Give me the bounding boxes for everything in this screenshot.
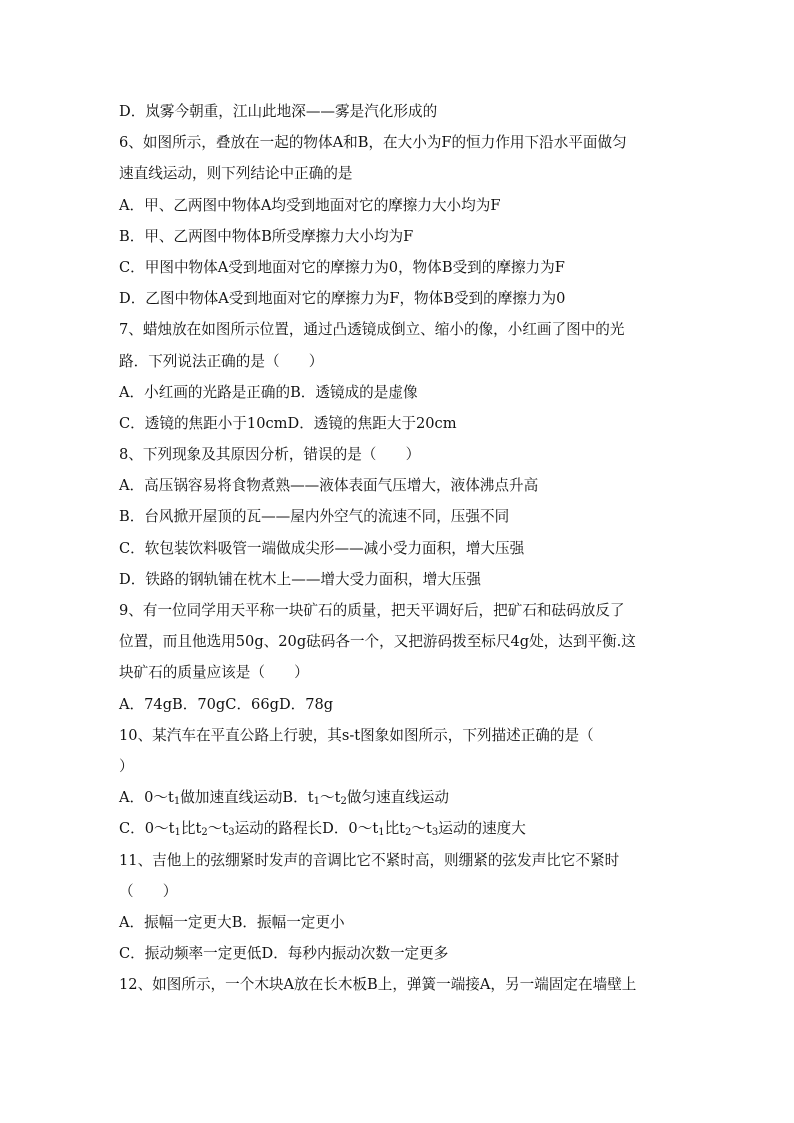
q11-stem-line-1: 11、吉他上的弦绷紧时发声的音调比它不紧时高，则绷紧的弦发声比它不紧时 bbox=[119, 851, 620, 869]
text-segment: 做加速直线运动B．t bbox=[180, 789, 314, 807]
q10-options-cd bbox=[119, 813, 689, 844]
q7-options-ab: A．小红画的光路是正确的B．透镜成的是虚像 bbox=[119, 383, 418, 401]
text-segment: 做匀速直线运动 bbox=[346, 789, 449, 807]
q9-stem-line-2: 位置，而且他选用50g、20g砝码各一个，又把游码拨至标尺4g处，达到平衡.这 bbox=[119, 633, 636, 651]
q8-option-b: B．台风掀开屋顶的瓦——屋内外空气的流速不同，压强不同 bbox=[119, 508, 510, 526]
q8-option-d: D．铁路的钢轨铺在枕木上——增大受力面积，增大压强 bbox=[119, 570, 481, 588]
subscript: 1 bbox=[173, 796, 181, 808]
q7-options-cd: C．透镜的焦距小于10cmD．透镜的焦距大于20cm bbox=[119, 414, 457, 432]
q6-stem-line-2: 速直线运动，则下列结论中正确的是 bbox=[119, 165, 353, 183]
subscript: 1 bbox=[313, 796, 320, 808]
q7-stem-line-2: 路．下列说法正确的是（ ） bbox=[119, 352, 324, 370]
q9-options: A．74gB．70gC．66gD．78g bbox=[119, 695, 334, 713]
subscript: 2 bbox=[201, 827, 208, 839]
subscript: 1 bbox=[174, 827, 181, 839]
subscript: 2 bbox=[340, 796, 347, 808]
text-segment: 比t bbox=[384, 820, 406, 838]
q6-option-b: B．甲、乙两图中物体B所受摩擦力大小均为F bbox=[119, 227, 414, 245]
q9-stem-line-3: 块矿石的质量应该是（ ） bbox=[119, 664, 309, 682]
q6-stem-line-1: 6、如图所示，叠放在一起的物体A和B，在大小为F的恒力作用下沿水平面做匀 bbox=[119, 134, 627, 152]
document-page bbox=[119, 96, 689, 1000]
text-segment: 运动的路程长D．0～t bbox=[234, 820, 379, 838]
text-segment: 运动的速度大 bbox=[438, 820, 526, 838]
text-segment: C．0～t bbox=[119, 820, 175, 838]
q6-option-c: C．甲图中物体A受到地面对它的摩擦力为0，物体B受到的摩擦力为F bbox=[119, 258, 565, 276]
q5-option-d: D．岚雾今朝重，江山此地深——雾是汽化形成的 bbox=[119, 103, 438, 120]
subscript: 3 bbox=[431, 827, 439, 839]
q9-stem-line-1: 9、有一位同学用天平称一块矿石的质量，把天平调好后，把矿石和砝码放反了 bbox=[119, 602, 625, 619]
subscript: 1 bbox=[378, 827, 385, 839]
q7-stem-line-1: 7、蜡烛放在如图所示位置，通过凸透镜成倒立、缩小的像，小红画了图中的光 bbox=[119, 321, 625, 339]
subscript: 2 bbox=[405, 827, 412, 839]
q8-option-a: A．高压锅容易将食物煮熟——液体表面气压增大，液体沸点升高 bbox=[119, 477, 539, 495]
q10-stem-line-1: 10、某汽车在平直公路上行驶，其s-t图象如图所示，下列描述正确的是（ bbox=[119, 726, 594, 744]
text-segment: 比t bbox=[180, 820, 202, 838]
text-segment: A．0～t bbox=[119, 789, 174, 807]
q6-option-d: D．乙图中物体A受到地面对它的摩擦力为F，物体B受到的摩擦力为0 bbox=[119, 290, 566, 308]
q12-stem-line-1: 12、如图所示，一个木块A放在长木板B上，弹簧一端接A，另一端固定在墙壁上 bbox=[119, 976, 637, 994]
q8-option-c: C．软包装饮料吸管一端做成尖形——减小受力面积，增大压强 bbox=[119, 539, 525, 557]
q11-options-cd: C．振动频率一定更低D．每秒内振动次数一定更多 bbox=[119, 945, 449, 963]
q11-stem-line-2: （ ） bbox=[119, 882, 178, 900]
text-segment: ～t bbox=[207, 820, 229, 838]
subscript: 3 bbox=[228, 827, 235, 839]
q10-stem-line-2: ） bbox=[119, 757, 134, 775]
text-segment: ～t bbox=[319, 789, 341, 807]
q6-option-a: A．甲、乙两图中物体A均受到地面对它的摩擦力大小均为F bbox=[119, 196, 501, 214]
q11-options-ab: A．振幅一定更大B．振幅一定更小 bbox=[119, 913, 345, 931]
q10-options-ab bbox=[119, 782, 689, 813]
q8-stem: 8、下列现象及其原因分析，错误的是（ ） bbox=[119, 446, 421, 464]
text-segment: ～t bbox=[411, 820, 432, 838]
